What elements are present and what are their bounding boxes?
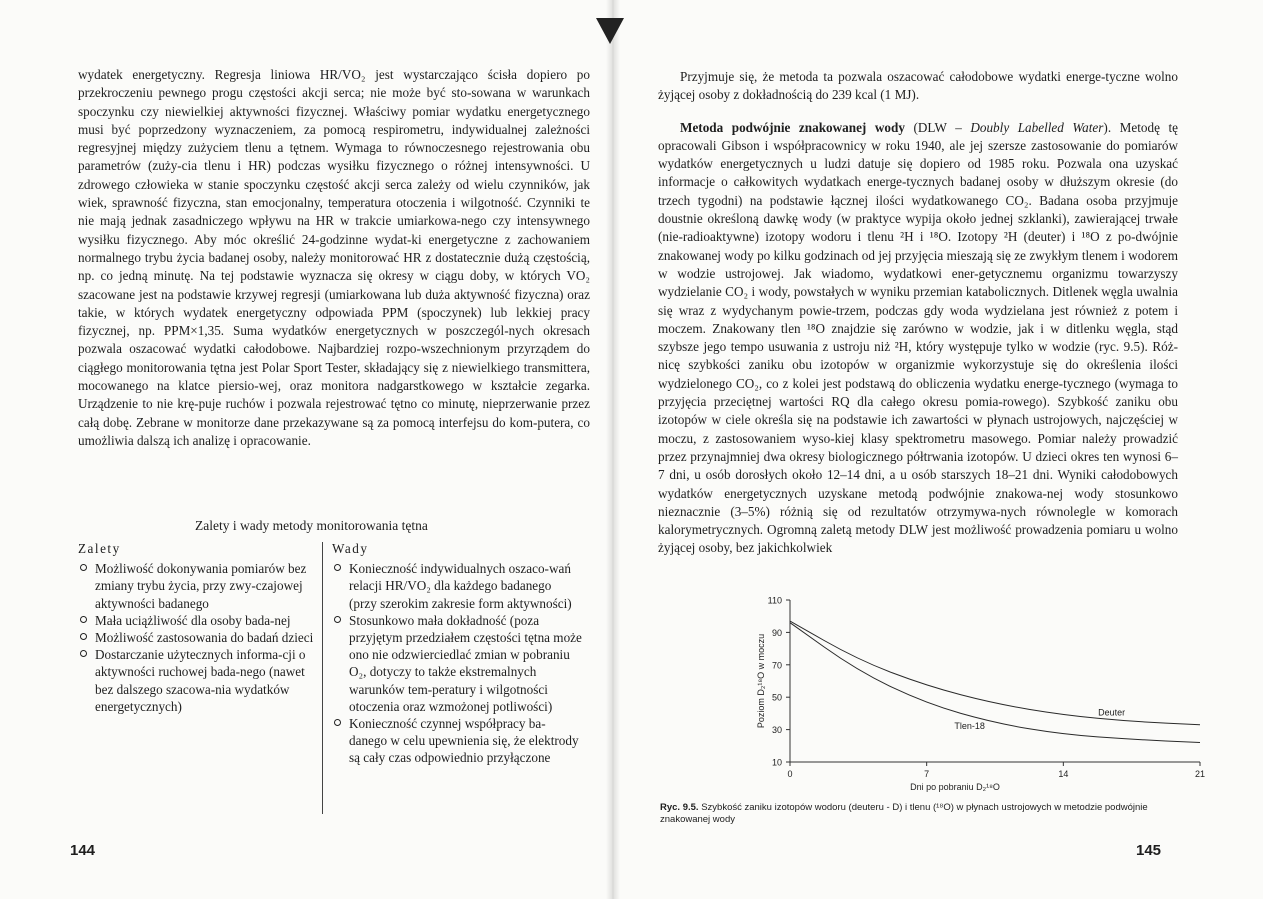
page-number-left: 144 — [70, 842, 96, 859]
paragraph-2: Metoda podwójnie znakowanej wody (DLW – Doubly Labelled Water). Metodę tę opracowali Gibson i współpracownicy w roku 1940, ale jej szersze zastosowanie do pomiarów wydatków energetycznych u ludzi datuje się dopiero od 1985 roku. Pozwala ona uzyskać informacje o całkowitych wydatkach energe-tycznych badanej osoby w dłuższym okresie (do trzech tygodni) na podstawie łącznej ilości wydatkowanego CO₂. Badana osoba przyjmuje doustnie określoną dawkę wody (w praktyce wypija około jednej szklanki), zawierającej trwałe (nie-radioaktywne) izotopy wodoru i tlenu ²H i ¹⁸O. Izotopy ²H (deuter) i ¹⁸O z po-dwójnie znakowanej wody po kilku godzinach od jej przyjęcia mieszają się ze zwykłym tlenem i wodorem w wodzie ustrojowej. Jak wiadomo, wydatkowi ener-getycznemu organizmu towarzyszy wydzielanie CO₂ i wody, powstałych w wyniku przemian katabolicznych. Ditlenek węgla uwalnia się wraz z wydychanym powie-trzem, podczas gdy woda wydzielana jest również z potem i moczem. Znakowany tlen ¹⁸O znajdzie się zarówno w wodzie, jak i w ditlenku węgla, stąd szybsze jego tempo usuwania z ustroju niż ²H, który występuje tylko w wodzie (ryc. 9.5). Róż-nicę szybkości zaniku obu izotopów w organizmie wykorzystuje się do określenia ilości wydzielonego CO₂, co z kolei jest podstawą do obliczenia wydatku energe-tycznego (wymaga to przyjęcia przeciętnej wartości RQ dla całego okresu pomia-rowego). Szybkość zaniku obu izotopów w ciele określa się na podstawie ich zawartości w płynach ustrojowych, najczęściej w moczu, z zastosowaniem wyso-kiej klasy spektrometru masowego. Pomiar należy prowadzić przez przynajmniej dwa okresy biologicznego półtrwania izotopów. U dzieci okres ten wynosi 6–7 dni, u osób dorosłych około 12–14 dni, a u osób starszych 18–21 dni. Wyniki całodobowych wydatków energetycznych uzyskane metodą podwójnie znakowa-nej wody stosunkowo nieznacznie (3–5%) różnią się od rezultatów otrzymywa-nych równolegle w komorach kalorymetrycznych. Ogromną zaletą metody DLW jest możliwość prowadzenia pomiaru u wolno żyjącej osoby, bez jakichkolwiek — [658, 119, 1178, 556]
wady-item: Stosunkowo mała dokładność (poza przyjętym przedziałem częstości tętna może ono nie odzwierciedlać zmian w pobraniu O₂, dotyczy to także ekstremalnych warunków tem-peratury i wilgotności otoczenia oraz wzmożonej potliwości) — [332, 612, 582, 715]
caption-text: Szybkość zaniku izotopów wodoru (deuteru - D) i tlenu (¹⁸O) w płynach ustrojowych w metodzie podwójnie znakowanej wody — [660, 802, 1148, 825]
left-body-text: wydatek energetyczny. Regresja liniowa HR/VO₂ jest wystarczająco ścisła dopiero po przekroczeniu pewnego progu częstości akcji serca; nie może być sto-sowana w warunkach spoczynku czy niewielkiej aktywności fizycznej. Właściwy pomiar wydatku energetycznego musi być poprzedzony wyznaczeniem, za pomocą respirometru, indywidualnej zależności regresyjnej między zużyciem tlenu a tętnem. Wymaga to równoczesnego rejestrowania obu parametrów (zuży-cia tlenu i HR) podczas wysiłku fizycznego o różnej intensywności. U zdrowego człowieka w stanie spoczynku częstość akcji serca zależy od wielu czynników, jak wiek, sprawność fizyczna, stan emocjonalny, temperatura otoczenia i wilgotność. Czynniki te nie mają jednak zasadniczego wpływu na HR w trakcie umiarkowa-nego czy intensywnego wysiłku fizycznego. Aby móc określić 24-godzinne wydat-ki energetyczne z zachowaniem normalnego trybu życia badanej osoby, należy monitorować HR z dostatecznie dużą częstością, np. co jedną minutę. Na tej podstawie wyznacza się okresy w ciągu doby, w których VO₂ szacowane jest na podstawie krzywej regresji (umiarkowana lub duża aktywność fizyczna) oraz takie, w których wydatek energetyczny odpowiada PPM (spoczynek) lub lekkiej pracy fizycznej, np. PPM×1,35. Suma wydatków energetycznych w poszczegól-nych okresach pozwala oszacować wydatki całodobowe. Najbardziej rozpo-wszechnionym przyrządem do ciągłego monitorowania tętna jest Polar Sport Tester, składający się z niewielkiego transmittera, mocowanego na klatce piersio-wej, oraz monitora nadgarstkowego w kształcie zegarka. Urządzenie to nie krę-puje ruchów i pozwala rejestrować tętno co minutę, nieprzerwanie przez całą dobę. Zebrane w monitorze dane przekazywane są za pomocą interfejsu do kom-putera, co umożliwia dalszą ich analizę i opracowanie. — [78, 67, 590, 448]
x-tick-label: 7 — [924, 769, 930, 779]
isotope-chart — [750, 590, 1210, 800]
y-tick-label: 90 — [771, 627, 782, 638]
paragraph-1: Przyjmuje się, że metoda ta pozwala oszacować całodobowe wydatki energe-tyczne wolno żyjącej osoby z dokładnością do 239 kcal (1 MJ). — [658, 69, 1178, 103]
zalety-header: Zalety — [78, 541, 121, 556]
wady-header: Wady — [332, 541, 369, 556]
chart-axes — [790, 600, 1200, 762]
figure-caption — [660, 802, 1180, 826]
chart-labels — [756, 634, 1125, 792]
wady-item: Konieczność czynnej współpracy ba-danego w celu upewnienia się, że elektrody są cały czas odpowiednio przyłączone — [332, 715, 582, 767]
wady-column — [332, 540, 582, 767]
column-divider — [322, 542, 323, 814]
y-tick-label: 30 — [771, 725, 782, 736]
chart-lines — [790, 621, 1200, 743]
x-axis-title: Dni po pobraniu D₂¹⁸O — [910, 782, 1000, 792]
dlw-english-term: Doubly Labelled Water — [970, 119, 1104, 135]
series-line-tlen18 — [790, 623, 1200, 743]
x-tick-label: 0 — [787, 769, 793, 779]
bullet-icon — [80, 650, 87, 657]
zalety-item: Mała uciążliwość dla osoby bada-nej — [78, 612, 316, 629]
bullet-icon — [334, 719, 341, 726]
series-label-tlen18: Tlen-18 — [954, 721, 985, 732]
zalety-item: Możliwość dokonywania pomiarów bez zmiany trybu życia, przy zwy-czajowej aktywności badanego — [78, 560, 316, 612]
bullet-icon — [80, 633, 87, 640]
zalety-item: Możliwość zastosowania do badań dzieci — [78, 629, 316, 646]
y-tick-label: 110 — [767, 595, 782, 606]
zalety-item: Dostarczanie użytecznych informa-cji o aktywności ruchowej bada-nego (nawet bez dalszego szacowa-nia wydatków energetycznych) — [78, 646, 316, 715]
series-line-deuter — [790, 621, 1200, 725]
zalety-column — [78, 540, 316, 715]
wady-item: Konieczność indywidualnych oszaco-wań relacji HR/VO₂ dla każdego badanego (przy szerokim zakresie form aktywności) — [332, 560, 582, 612]
series-label-deuter: Deuter — [1098, 707, 1126, 718]
right-page — [620, 0, 1263, 899]
bullet-icon — [334, 564, 341, 571]
chart-svg — [750, 590, 1210, 800]
chart-ticks — [768, 596, 1205, 780]
table-title: Zalety i wady metody monitorowania tętna — [195, 518, 428, 533]
x-tick-label: 21 — [1194, 769, 1206, 779]
caption-label: Ryc. 9.5. — [660, 802, 699, 813]
y-tick-label: 70 — [771, 660, 782, 671]
bullet-icon — [334, 616, 341, 623]
right-body-text — [658, 68, 1178, 558]
left-page — [0, 0, 606, 899]
page-number-right: 145 — [1136, 842, 1162, 859]
x-tick-label: 14 — [1058, 769, 1069, 779]
y-tick-label: 10 — [771, 757, 782, 768]
bullet-icon — [80, 564, 87, 571]
bullet-icon — [80, 616, 87, 623]
y-tick-label: 50 — [771, 692, 782, 703]
dlw-heading: Metoda podwójnie znakowanej wody — [680, 119, 905, 135]
y-axis-title: Poziom D₂¹⁸O w moczu — [756, 633, 766, 729]
book-spine — [606, 0, 620, 899]
